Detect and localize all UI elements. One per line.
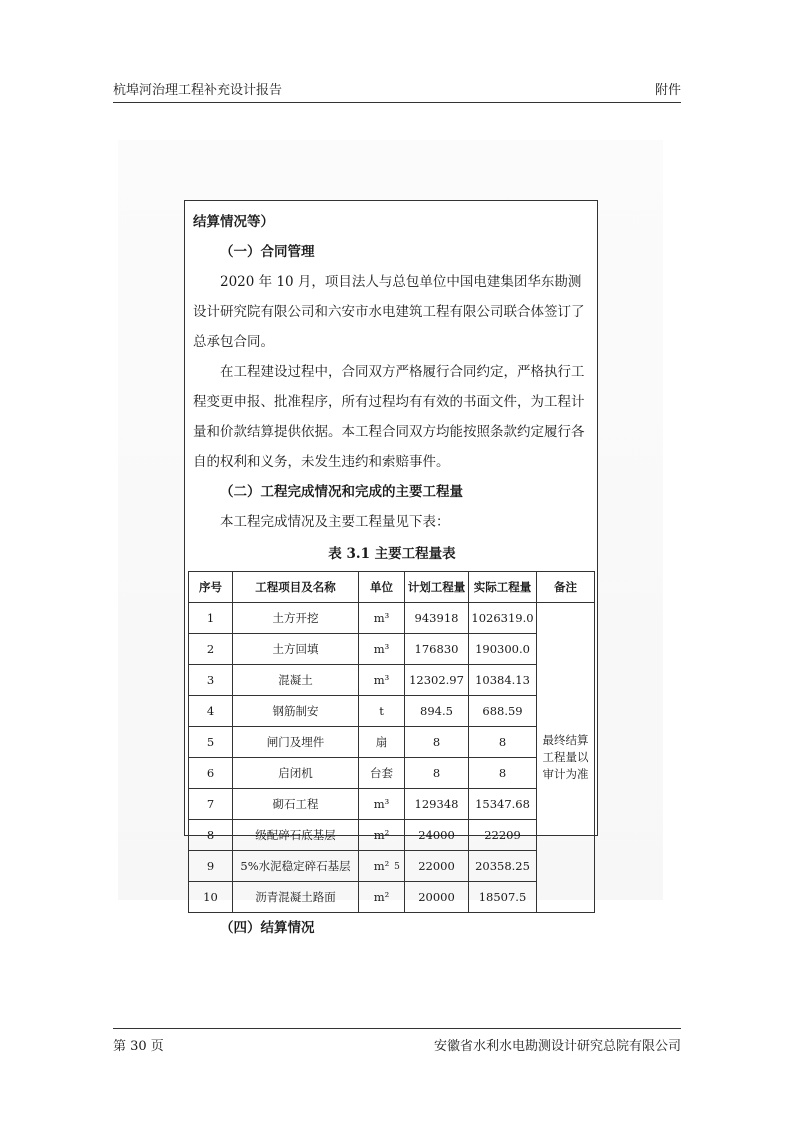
table-row (189, 603, 595, 634)
cell-planned: 8 (405, 727, 469, 758)
cell-no: 2 (189, 634, 233, 665)
section2-title: （二）工程完成情况和完成的主要工程量 (220, 484, 463, 500)
cell-remark: 最终结算工程量以审计为准 (537, 603, 595, 913)
cell-actual: 190300.0 (469, 634, 537, 665)
cell-unit: m² (359, 820, 405, 851)
cell-item: 级配碎石底基层 (233, 820, 359, 851)
cell-item: 砌石工程 (233, 789, 359, 820)
cell-item: 启闭机 (233, 758, 359, 789)
cell-no: 8 (189, 820, 233, 851)
cell-no: 1 (189, 603, 233, 634)
paragraph-1: 2020 年 10 月，项目法人与总包单位中国电建集团华东勘测设计研究院有限公司和六安市水电建筑工程有限公司联合体签订了总承包合同。 (193, 274, 585, 350)
section4-title: （四）结算情况 (220, 920, 315, 936)
col-header-unit: 单位 (359, 572, 405, 603)
cell-actual: 10384.13 (469, 665, 537, 696)
cell-unit: m² (359, 882, 405, 913)
table-header-row (189, 572, 595, 603)
cell-planned: 129348 (405, 789, 469, 820)
cell-no: 6 (189, 758, 233, 789)
cell-actual: 8 (469, 727, 537, 758)
frame-content (193, 207, 591, 943)
cell-item: 混凝土 (233, 665, 359, 696)
cell-planned: 894.5 (405, 696, 469, 727)
cell-unit: m³ (359, 634, 405, 665)
cell-planned: 24000 (405, 820, 469, 851)
table-row (189, 758, 595, 789)
cell-actual: 8 (469, 758, 537, 789)
attachment-label: 附件 (654, 83, 681, 98)
col-header-remark: 备注 (537, 572, 595, 603)
col-header-no: 序号 (189, 572, 233, 603)
table-caption: 表 3.1 主要工程量表 (328, 546, 456, 562)
paragraph-3: 本工程完成情况及主要工程量见下表： (220, 514, 450, 530)
table-row (189, 789, 595, 820)
cell-unit: m² (359, 851, 405, 882)
col-header-actual: 实际工程量 (469, 572, 537, 603)
cell-no: 7 (189, 789, 233, 820)
cell-item: 钢筋制安 (233, 696, 359, 727)
cell-planned: 176830 (405, 634, 469, 665)
table-row (189, 696, 595, 727)
cell-unit: t (359, 696, 405, 727)
cell-planned: 22000 (405, 851, 469, 882)
section1-title: （一）合同管理 (220, 244, 315, 260)
cell-item: 土方开挖 (233, 603, 359, 634)
cell-unit: m³ (359, 665, 405, 696)
cell-no: 10 (189, 882, 233, 913)
page-number: 第 30 页 (113, 1039, 164, 1054)
col-header-planned: 计划工程量 (405, 572, 469, 603)
table-row (189, 634, 595, 665)
table-row (189, 820, 595, 851)
page-header (113, 80, 681, 103)
company-name: 安徽省水利水电勘测设计研究总院有限公司 (433, 1039, 681, 1054)
cell-actual: 18507.5 (469, 882, 537, 913)
paragraph-2: 在工程建设过程中，合同双方严格履行合同约定，严格执行工程变更申报、批准程序，所有过程均有有效的书面文件，为工程计量和价款结算提供依据。本工程合同双方均能按照条款约定履行各自的权利和义务，未发生违约和索赔事件。 (193, 364, 585, 470)
cell-unit: m³ (359, 603, 405, 634)
cell-unit: 台套 (359, 758, 405, 789)
cell-item: 闸门及埋件 (233, 727, 359, 758)
cell-actual: 20358.25 (469, 851, 537, 882)
continued-line: 结算情况等） (193, 214, 274, 230)
cell-planned: 20000 (405, 882, 469, 913)
cell-actual: 688.59 (469, 696, 537, 727)
cell-planned: 943918 (405, 603, 469, 634)
cell-actual: 15347.68 (469, 789, 537, 820)
table-row (189, 665, 595, 696)
cell-no: 3 (189, 665, 233, 696)
document-frame (184, 200, 598, 936)
table-row (189, 727, 595, 758)
table-row (189, 882, 595, 913)
cell-item: 5%水泥稳定碎石基层 (233, 851, 359, 882)
cell-unit: 扇 (359, 727, 405, 758)
cell-actual: 22209 (469, 820, 537, 851)
page-footer (113, 1028, 681, 1054)
cell-item: 土方回填 (233, 634, 359, 665)
report-title: 杭埠河治理工程补充设计报告 (113, 83, 283, 98)
cell-planned: 8 (405, 758, 469, 789)
cell-planned: 12302.97 (405, 665, 469, 696)
cell-no: 4 (189, 696, 233, 727)
inner-page-number: 5 (394, 862, 400, 872)
cell-item: 沥青混凝土路面 (233, 882, 359, 913)
cell-no: 5 (189, 727, 233, 758)
cell-no: 9 (189, 851, 233, 882)
cell-unit: m³ (359, 789, 405, 820)
col-header-item: 工程项目及名称 (233, 572, 359, 603)
cell-actual: 1026319.0 (469, 603, 537, 634)
